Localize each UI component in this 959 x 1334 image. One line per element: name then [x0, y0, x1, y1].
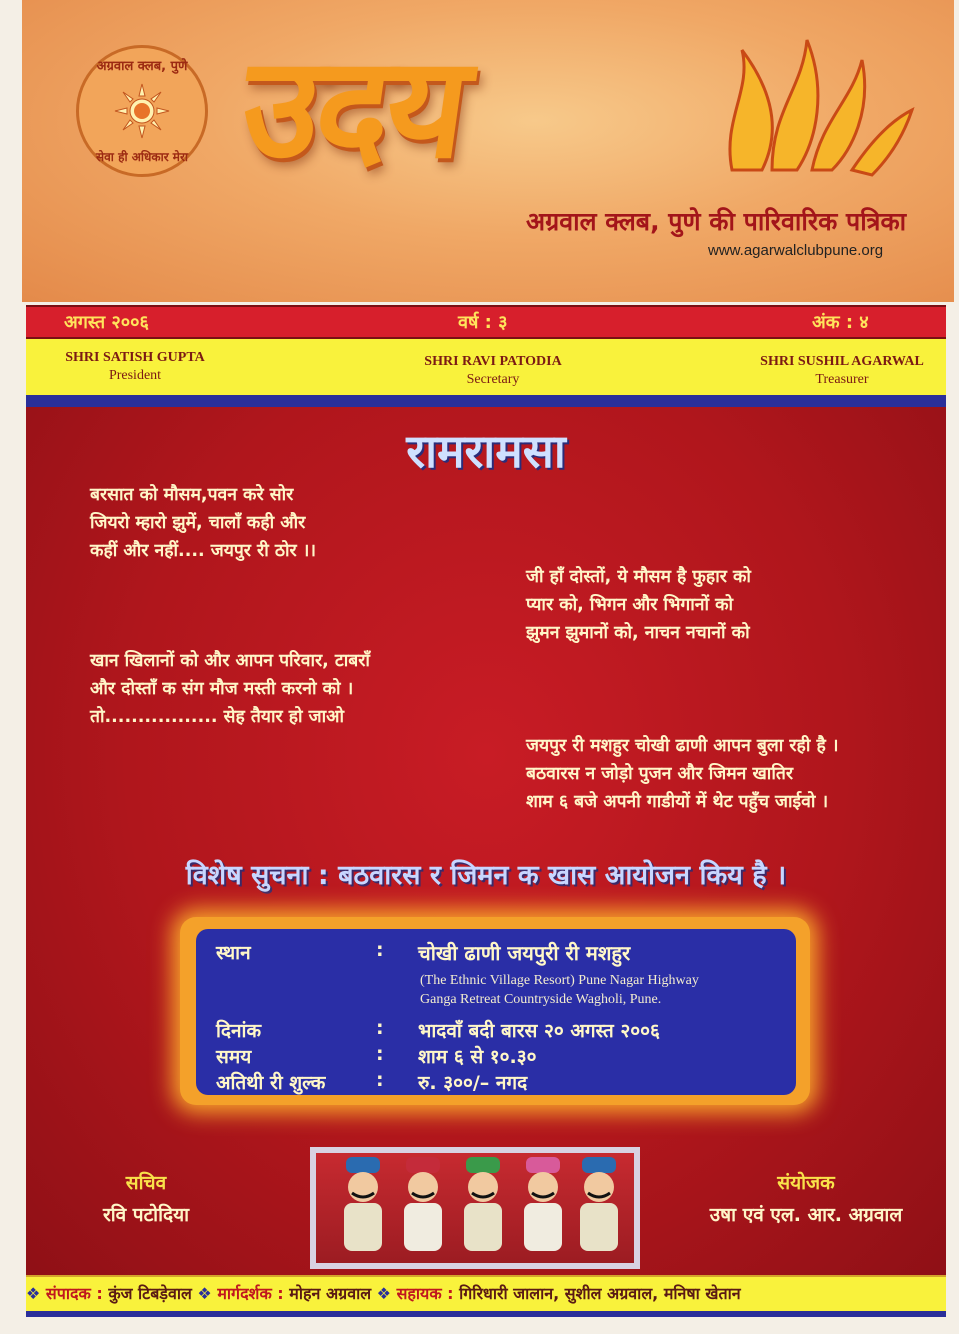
website-url: www.agarwalclubpune.org [708, 242, 884, 259]
masthead-header [22, 0, 954, 302]
issue-bar [26, 305, 946, 339]
time-value: शाम ६ से १०.३० [418, 1046, 537, 1068]
convener-name: उषा एवं एल. आर. अग्रवाल [709, 1204, 903, 1226]
divider [26, 1311, 946, 1317]
venue-line-3: Ganga Retreat Countryside Wagholi, Pune. [420, 992, 662, 1007]
convener-role: संयोजक [777, 1172, 835, 1194]
venue-value: चोखी ढाणी जयपुरी री मशहुर [418, 941, 631, 965]
official-secretary [398, 353, 588, 389]
verse-line: बठवारस न जोड़ो पुजन और जिमन खातिर [526, 764, 793, 784]
verse-1 [90, 481, 316, 565]
verse-line: जी हाँ दोस्तों, ये मौसम है फुहार को [526, 567, 751, 587]
issue-number: अंक : ४ [812, 312, 869, 333]
puppets-illustration [316, 1153, 634, 1263]
verse-3 [90, 647, 370, 731]
venue-label: स्थान [216, 942, 251, 964]
secretary-signature [66, 1169, 226, 1227]
flame-icon [712, 30, 932, 180]
verse-4 [526, 732, 838, 816]
official-treasurer [742, 353, 942, 389]
masthead-title: उदय [232, 26, 476, 190]
official-name: SHRI RAVI PATODIA [424, 354, 562, 369]
magazine-cover [22, 0, 954, 1334]
verse-line: कहीं और नहीं.... जयपुर री ठोर ।। [90, 541, 317, 561]
diamond-icon: ❖ [26, 1284, 41, 1303]
divider [26, 395, 946, 407]
assistant-names: गिरिधारी जालान, सुशील अग्रवाल, मनिषा खेतान [459, 1284, 741, 1303]
emblem-top-text: अग्रवाल क्लब, पुणे [96, 59, 188, 74]
diamond-icon: ❖ [197, 1284, 212, 1303]
fee-label: अतिथी री शुल्क [216, 1072, 326, 1094]
official-role: President [108, 368, 162, 383]
verse-line: खान खिलानों को और आपन परिवार, टाबराँ [90, 651, 370, 671]
fee-value: रु. ३००/– नगद [418, 1072, 528, 1094]
officials-bar [26, 339, 946, 395]
verse-line: बरसात को मौसम,पवन करे सोर [90, 485, 294, 505]
guide-name: मोहन अग्रवाल [289, 1284, 372, 1303]
colon: : [376, 1069, 384, 1091]
date-value: भादवाँ बदी बारस २० अगस्त २००६ [418, 1020, 660, 1042]
credits-footer [26, 1275, 946, 1311]
diamond-icon: ❖ [376, 1284, 391, 1303]
event-details-box [196, 929, 796, 1095]
invitation-panel [26, 407, 946, 1275]
sun-icon [113, 82, 171, 140]
verse-2 [526, 563, 751, 647]
guide-label: मार्गदर्शक : [217, 1284, 284, 1303]
verse-line: शाम ६ बजे अपनी गाडीयों में थेट पहुँच जाईवो । [526, 792, 829, 812]
time-label: समय [216, 1046, 252, 1068]
emblem-bottom-text: सेवा ही अधिकार मेरा [96, 150, 188, 164]
editor-label: संपादक : [45, 1284, 103, 1303]
colon: : [376, 939, 384, 961]
verse-line: झुमन झुमानों को, नाचन नचानों को [526, 623, 750, 643]
special-notice: विशेष सुचना : बठवारस र जिमन क खास आयोजन किय है । [185, 860, 787, 891]
editor-name: कुंज टिबड़ेवाल [108, 1284, 192, 1303]
venue-line-2: (The Ethnic Village Resort) Pune Nagar Highway [420, 973, 699, 988]
verse-line: जयपुर री मशहुर चोखी ढाणी आपन बुला रही है । [526, 736, 839, 756]
magazine-subtitle: अग्रवाल क्लब, पुणे की पारिवारिक पत्रिका [526, 207, 907, 236]
secretary-name: रवि पटोदिया [102, 1204, 190, 1226]
official-name: SHRI SATISH GUPTA [65, 350, 205, 365]
verse-line: तो................. सेह तैयार हो जाओ [90, 707, 345, 727]
official-role: Secretary [466, 372, 520, 387]
secretary-role: सचिव [125, 1172, 167, 1194]
official-president [50, 349, 220, 385]
official-name: SHRI SUSHIL AGARWAL [760, 354, 924, 369]
puppet-photo [310, 1147, 640, 1269]
assistant-label: सहायक : [396, 1284, 454, 1303]
invitation-heading: रामरामसा [406, 424, 566, 478]
verse-line: और दोस्ताँ क संग मौज मस्ती करनो को । [90, 679, 354, 699]
issue-year: वर्ष : ३ [458, 312, 508, 333]
date-label: दिनांक [216, 1020, 262, 1042]
issue-month: अगस्त २००६ [64, 312, 149, 333]
convener-signature [686, 1169, 926, 1227]
official-role: Treasurer [815, 372, 869, 387]
club-emblem [76, 45, 208, 177]
verse-line: जियरो म्हारो झुमें, चालाँ कही और [90, 513, 306, 533]
colon: : [376, 1017, 384, 1039]
verse-line: प्यार को, भिगन और भिगानों को [526, 595, 734, 615]
colon: : [376, 1043, 384, 1065]
